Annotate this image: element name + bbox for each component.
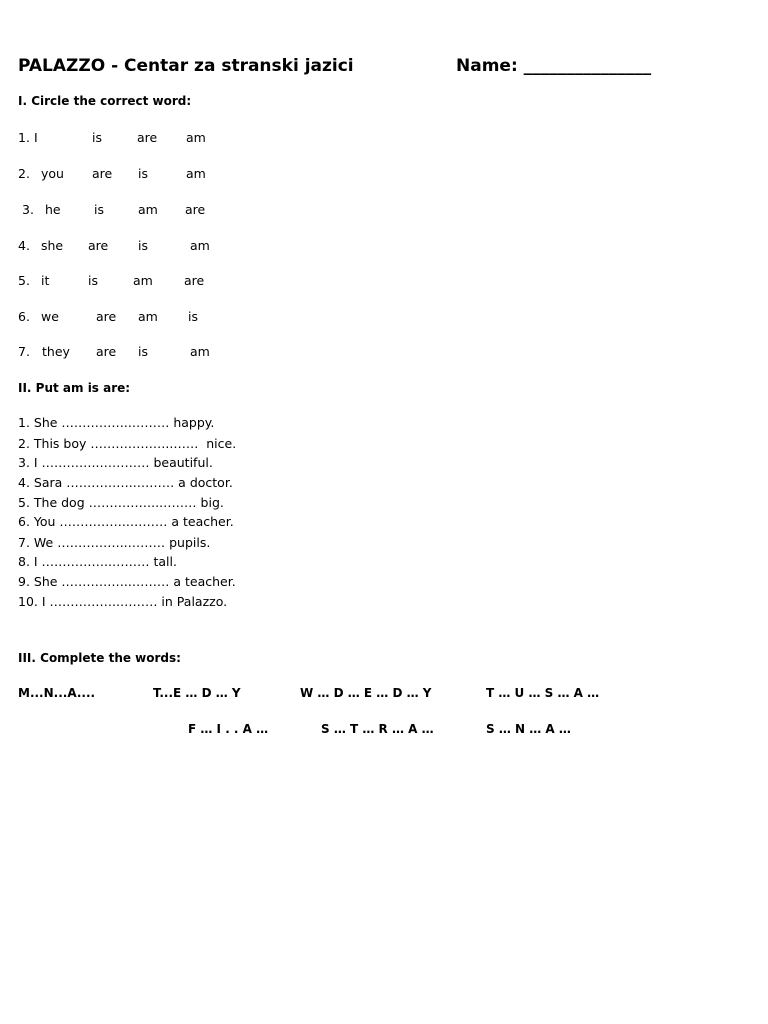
- row-number: 1.: [18, 130, 30, 145]
- word-puzzle[interactable]: F … I . . A …: [188, 722, 269, 736]
- fill-in-sentence[interactable]: 4. Sara ……………..……… a doctor.: [18, 475, 233, 490]
- word-option[interactable]: am: [186, 166, 206, 181]
- word-option[interactable]: are: [88, 238, 109, 253]
- word-option[interactable]: is: [94, 202, 104, 217]
- word-option[interactable]: are: [96, 309, 117, 324]
- word-option[interactable]: is: [138, 166, 148, 181]
- word-option[interactable]: am: [186, 130, 206, 145]
- word-puzzle[interactable]: T … U … S … A …: [486, 686, 600, 700]
- row-number: 3.: [22, 202, 34, 217]
- row-number: 4.: [18, 238, 30, 253]
- fill-in-sentence[interactable]: 5. The dog ……………..……… big.: [18, 495, 224, 510]
- word-option[interactable]: are: [184, 273, 205, 288]
- word-option[interactable]: is: [138, 238, 148, 253]
- word-option[interactable]: are: [92, 166, 113, 181]
- word-option[interactable]: is: [92, 130, 102, 145]
- fill-in-sentence[interactable]: 8. I ……………..……… tall.: [18, 554, 177, 569]
- section-1-heading: I. Circle the correct word:: [18, 94, 192, 108]
- word-option[interactable]: is: [88, 273, 98, 288]
- word-option[interactable]: is: [138, 344, 148, 359]
- word-option[interactable]: am: [190, 238, 210, 253]
- word-option[interactable]: am: [138, 309, 158, 324]
- pronoun: I: [34, 130, 38, 145]
- row-number: 6.: [18, 309, 30, 324]
- row-number: 5.: [18, 273, 30, 288]
- fill-in-sentence[interactable]: 3. I …………..………… beautiful.: [18, 455, 213, 470]
- fill-in-sentence[interactable]: 2. This boy ………………..…… nice.: [18, 436, 237, 451]
- word-option[interactable]: is: [188, 309, 198, 324]
- pronoun: it: [41, 273, 50, 288]
- word-option[interactable]: are: [96, 344, 117, 359]
- word-puzzle[interactable]: W … D … E … D … Y: [300, 686, 432, 700]
- pronoun: he: [45, 202, 61, 217]
- pronoun: you: [41, 166, 64, 181]
- fill-in-sentence[interactable]: 7. We ……………..……… pupils.: [18, 535, 211, 550]
- fill-in-sentence[interactable]: 6. You ……………..……… a teacher.: [18, 514, 234, 529]
- section-2-heading: II. Put am is are:: [18, 381, 131, 395]
- word-option[interactable]: am: [138, 202, 158, 217]
- name-field-label: Name: _______________: [456, 56, 652, 76]
- word-option[interactable]: am: [190, 344, 210, 359]
- fill-in-sentence[interactable]: 9. She ……………..……… a teacher.: [18, 574, 236, 589]
- row-number: 7.: [18, 344, 30, 359]
- word-option[interactable]: am: [133, 273, 153, 288]
- section-3-heading: III. Complete the words:: [18, 651, 181, 665]
- page-title: PALAZZO - Centar za stranski jazici: [18, 56, 354, 76]
- word-puzzle[interactable]: M...N...A....: [18, 686, 96, 700]
- word-puzzle[interactable]: S … N … A …: [486, 722, 571, 736]
- word-option[interactable]: are: [185, 202, 206, 217]
- word-puzzle[interactable]: S … T … R … A …: [321, 722, 434, 736]
- row-number: 2.: [18, 166, 30, 181]
- pronoun: they: [42, 344, 70, 359]
- fill-in-sentence[interactable]: 10. I ……………..……… in Palazzo.: [18, 594, 228, 609]
- fill-in-sentence[interactable]: 1. She ……………..……… happy.: [18, 415, 215, 430]
- pronoun: she: [41, 238, 64, 253]
- pronoun: we: [41, 309, 59, 324]
- word-puzzle[interactable]: T...E … D … Y: [153, 686, 241, 700]
- word-option[interactable]: are: [137, 130, 158, 145]
